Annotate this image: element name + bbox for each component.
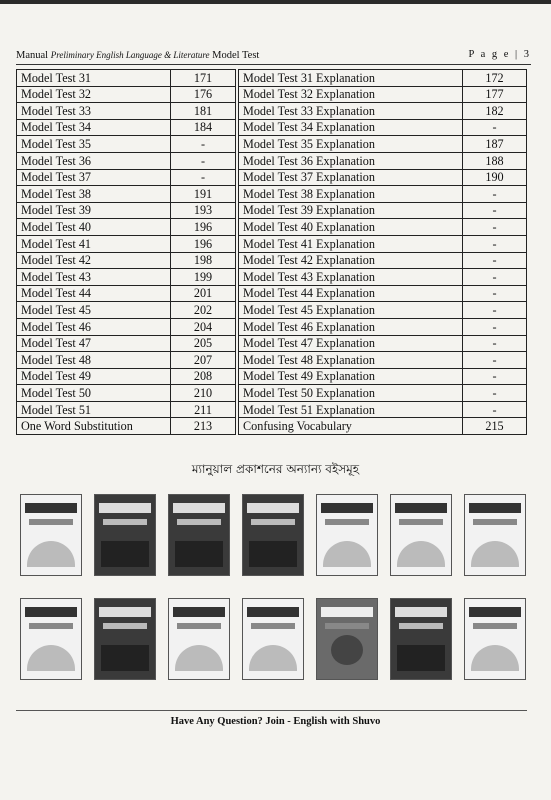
book-cover-icon	[168, 494, 230, 576]
cover-artwork	[27, 541, 75, 567]
toc-left-page: 208	[171, 368, 236, 385]
toc-left-title: Model Test 31	[17, 70, 171, 87]
table-row	[17, 136, 527, 153]
cover-artwork	[173, 503, 225, 513]
cover-artwork	[397, 645, 445, 671]
cover-artwork	[101, 541, 149, 567]
toc-right-page: -	[463, 302, 527, 319]
table-row	[17, 119, 527, 136]
toc-left-page: 191	[171, 186, 236, 203]
toc-left-page: 204	[171, 318, 236, 335]
book-cover-icon	[316, 494, 378, 576]
toc-right-title: Model Test 38 Explanation	[239, 186, 463, 203]
table-row	[17, 70, 527, 87]
cover-artwork	[249, 541, 297, 567]
toc-left-page: 196	[171, 235, 236, 252]
toc-right-page: 190	[463, 169, 527, 186]
cover-artwork	[103, 623, 147, 629]
cover-artwork	[177, 519, 221, 525]
toc-left-title: Model Test 40	[17, 219, 171, 236]
book-cover-icon	[390, 598, 452, 680]
toc-right-title: Model Test 39 Explanation	[239, 202, 463, 219]
toc-left-page: 202	[171, 302, 236, 319]
table-row	[17, 219, 527, 236]
cover-artwork	[469, 607, 521, 617]
toc-right-title: Model Test 46 Explanation	[239, 318, 463, 335]
toc-left-page: 181	[171, 103, 236, 120]
toc-right-title: Model Test 43 Explanation	[239, 269, 463, 286]
toc-left-page: 176	[171, 86, 236, 103]
cover-artwork	[103, 519, 147, 525]
table-row	[17, 285, 527, 302]
toc-left-title: One Word Substitution	[17, 418, 171, 435]
footer-text: Have Any Question? Join - English with Shuvo	[170, 716, 381, 727]
book-cover-icon	[242, 598, 304, 680]
cover-artwork	[251, 623, 295, 629]
table-row	[17, 252, 527, 269]
table-row	[17, 186, 527, 203]
cover-artwork	[249, 645, 297, 671]
toc-right-page: -	[463, 269, 527, 286]
toc-left-page: 205	[171, 335, 236, 352]
header-title-end: Model Test	[212, 50, 260, 61]
table-row	[17, 352, 527, 369]
cover-artwork	[471, 541, 519, 567]
toc-left-page: -	[171, 169, 236, 186]
header-rule	[16, 64, 531, 65]
book-cover-icon	[20, 494, 82, 576]
footer-rule	[16, 710, 527, 711]
cover-artwork	[473, 519, 517, 525]
toc-left-title: Model Test 32	[17, 86, 171, 103]
toc-left-title: Model Test 46	[17, 318, 171, 335]
cover-artwork	[471, 645, 519, 671]
cover-artwork	[99, 607, 151, 617]
cover-artwork	[99, 503, 151, 513]
toc-left-title: Model Test 37	[17, 169, 171, 186]
toc-right-page: 172	[463, 70, 527, 87]
toc-left-title: Model Test 38	[17, 186, 171, 203]
toc-left-title: Model Test 43	[17, 269, 171, 286]
table-row	[17, 401, 527, 418]
cover-artwork	[325, 519, 369, 525]
toc-left-page: 193	[171, 202, 236, 219]
cover-artwork	[247, 503, 299, 513]
table-row	[17, 269, 527, 286]
cover-artwork	[321, 607, 373, 617]
toc-left-title: Model Test 47	[17, 335, 171, 352]
toc-left-title: Model Test 39	[17, 202, 171, 219]
cover-artwork	[173, 607, 225, 617]
cover-artwork	[25, 503, 77, 513]
toc-left-page: 201	[171, 285, 236, 302]
cover-artwork	[395, 503, 447, 513]
toc-left-page: 198	[171, 252, 236, 269]
toc-left-title: Model Test 42	[17, 252, 171, 269]
toc-left-title: Model Test 48	[17, 352, 171, 369]
book-covers-row-1	[20, 494, 526, 576]
toc-right-title: Model Test 36 Explanation	[239, 152, 463, 169]
toc-right-page: -	[463, 401, 527, 418]
toc-right-page: 182	[463, 103, 527, 120]
toc-right-title: Model Test 44 Explanation	[239, 285, 463, 302]
book-cover-icon	[464, 494, 526, 576]
toc-right-title: Model Test 51 Explanation	[239, 401, 463, 418]
cover-artwork	[399, 623, 443, 629]
toc-right-page: -	[463, 202, 527, 219]
toc-right-page: 177	[463, 86, 527, 103]
table-row	[17, 302, 527, 319]
toc-right-title: Model Test 31 Explanation	[239, 70, 463, 87]
cover-artwork	[175, 541, 223, 567]
cover-artwork	[325, 623, 369, 629]
table-row	[17, 103, 527, 120]
toc-left-page: 210	[171, 385, 236, 402]
book-cover-icon	[20, 598, 82, 680]
toc-right-title: Model Test 48 Explanation	[239, 352, 463, 369]
toc-right-title: Model Test 33 Explanation	[239, 103, 463, 120]
table-row	[17, 202, 527, 219]
toc-right-page: 188	[463, 152, 527, 169]
book-cover-icon	[464, 598, 526, 680]
page-number: P a g e | 3	[468, 49, 531, 60]
cover-artwork	[175, 645, 223, 671]
book-cover-icon	[94, 494, 156, 576]
cover-artwork	[177, 623, 221, 629]
table-row	[17, 418, 527, 435]
toc-left-page: 184	[171, 119, 236, 136]
cover-artwork	[473, 623, 517, 629]
table-row	[17, 318, 527, 335]
book-cover-icon	[390, 494, 452, 576]
header-title-italic: Preliminary English Language & Literature	[50, 50, 210, 60]
cover-artwork	[247, 607, 299, 617]
header-title	[16, 50, 259, 61]
toc-right-title: Model Test 45 Explanation	[239, 302, 463, 319]
toc-left-page: 207	[171, 352, 236, 369]
table-row	[17, 235, 527, 252]
toc-right-page: 187	[463, 136, 527, 153]
cover-artwork	[397, 541, 445, 567]
toc-left-page: -	[171, 136, 236, 153]
contents-table	[16, 69, 527, 435]
table-row	[17, 86, 527, 103]
cover-artwork	[101, 645, 149, 671]
toc-left-title: Model Test 45	[17, 302, 171, 319]
cover-artwork	[331, 635, 363, 665]
toc-right-page: -	[463, 368, 527, 385]
toc-right-page: -	[463, 119, 527, 136]
cover-artwork	[27, 645, 75, 671]
cover-artwork	[321, 503, 373, 513]
cover-artwork	[469, 503, 521, 513]
table-row	[17, 152, 527, 169]
toc-left-title: Model Test 36	[17, 152, 171, 169]
toc-right-title: Model Test 35 Explanation	[239, 136, 463, 153]
cover-artwork	[399, 519, 443, 525]
toc-left-page: 196	[171, 219, 236, 236]
book-cover-icon	[168, 598, 230, 680]
toc-left-page: 211	[171, 401, 236, 418]
book-cover-icon	[316, 598, 378, 680]
toc-left-title: Model Test 34	[17, 119, 171, 136]
cover-artwork	[323, 541, 371, 567]
header-title-plain: Manual	[16, 50, 49, 61]
toc-right-page: -	[463, 252, 527, 269]
toc-left-title: Model Test 49	[17, 368, 171, 385]
toc-right-title: Model Test 42 Explanation	[239, 252, 463, 269]
toc-right-page: -	[463, 186, 527, 203]
toc-right-page: -	[463, 285, 527, 302]
toc-right-page: -	[463, 219, 527, 236]
toc-left-title: Model Test 33	[17, 103, 171, 120]
toc-left-page: 171	[171, 70, 236, 87]
toc-right-page: 215	[463, 418, 527, 435]
toc-right-page: -	[463, 335, 527, 352]
toc-left-title: Model Test 51	[17, 401, 171, 418]
toc-left-title: Model Test 50	[17, 385, 171, 402]
toc-left-title: Model Test 41	[17, 235, 171, 252]
toc-right-title: Model Test 34 Explanation	[239, 119, 463, 136]
cover-artwork	[29, 623, 73, 629]
cover-artwork	[29, 519, 73, 525]
toc-right-title: Model Test 32 Explanation	[239, 86, 463, 103]
top-edge-bar	[0, 0, 551, 4]
toc-left-page: -	[171, 152, 236, 169]
table-row	[17, 385, 527, 402]
toc-left-page: 213	[171, 418, 236, 435]
toc-right-title: Model Test 37 Explanation	[239, 169, 463, 186]
toc-right-title: Model Test 40 Explanation	[239, 219, 463, 236]
table-row	[17, 335, 527, 352]
book-cover-icon	[94, 598, 156, 680]
cover-artwork	[25, 607, 77, 617]
book-covers-row-2	[20, 598, 526, 680]
table-row	[17, 368, 527, 385]
contents-table-body	[17, 70, 527, 435]
cover-artwork	[251, 519, 295, 525]
cover-artwork	[395, 607, 447, 617]
toc-right-page: -	[463, 385, 527, 402]
toc-left-page: 199	[171, 269, 236, 286]
toc-right-page: -	[463, 235, 527, 252]
toc-right-page: -	[463, 318, 527, 335]
toc-right-title: Model Test 41 Explanation	[239, 235, 463, 252]
toc-right-title: Confusing Vocabulary	[239, 418, 463, 435]
book-cover-icon	[242, 494, 304, 576]
toc-right-title: Model Test 50 Explanation	[239, 385, 463, 402]
toc-left-title: Model Test 35	[17, 136, 171, 153]
toc-left-title: Model Test 44	[17, 285, 171, 302]
toc-right-page: -	[463, 352, 527, 369]
table-row	[17, 169, 527, 186]
toc-right-title: Model Test 49 Explanation	[239, 368, 463, 385]
toc-right-title: Model Test 47 Explanation	[239, 335, 463, 352]
other-books-title: ম্যানুয়াল প্রকাশনের অন্যান্য বইসমূহ	[191, 462, 360, 476]
